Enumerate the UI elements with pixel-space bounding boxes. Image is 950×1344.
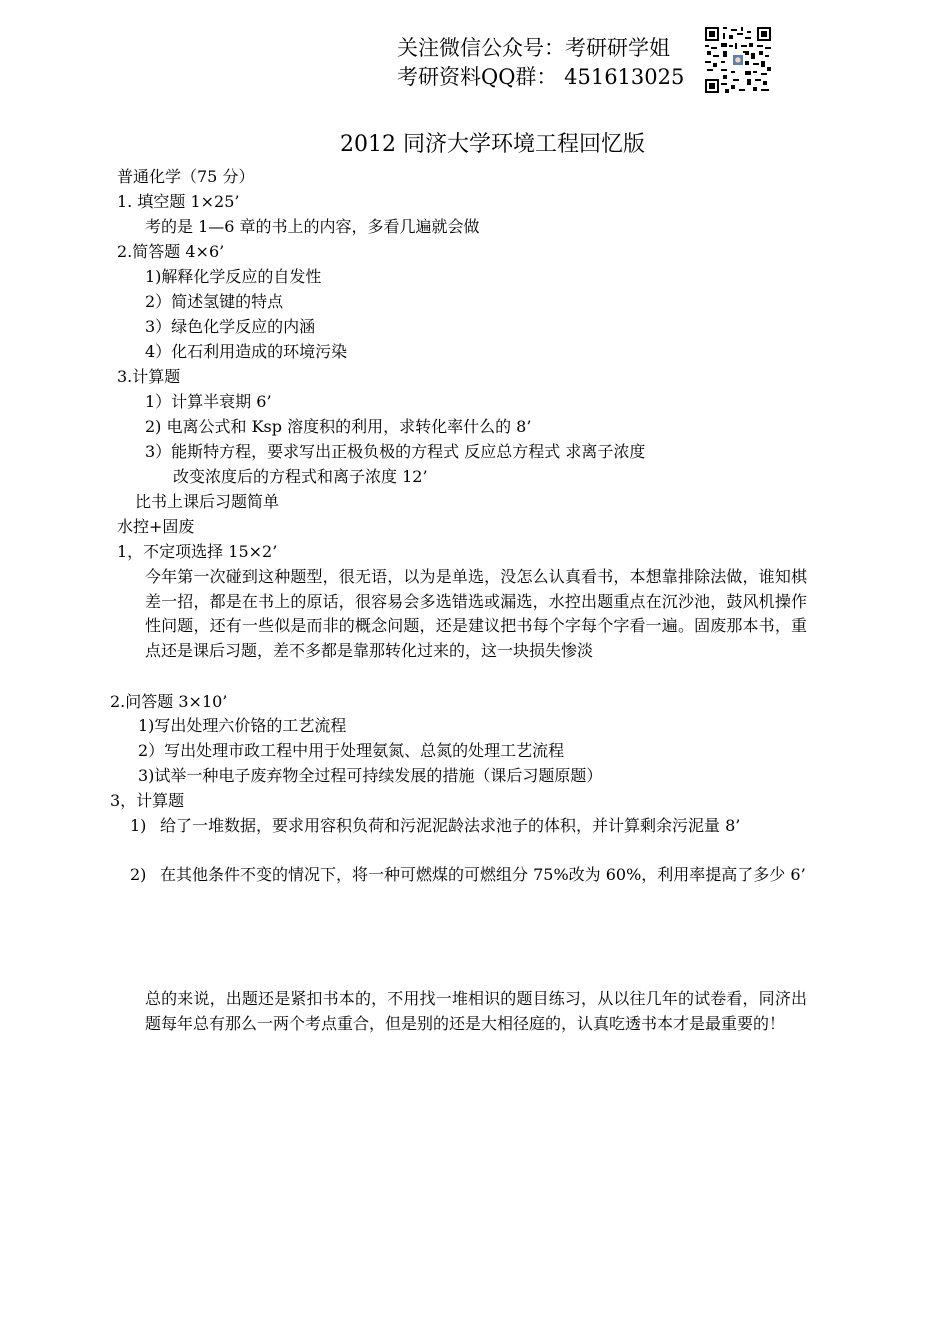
question-note: 考的是 1—6 章的书上的内容，多看几遍就会做	[145, 217, 480, 236]
list-item: 3）能斯特方程，要求写出正极负极的方程式 反应总方程式 求离子浓度	[145, 442, 646, 461]
list-item: 2) 电离公式和 Ksp 溶度积的利用，求转化率什么的 8’	[145, 417, 532, 436]
question-title: 2.问答题 3×10’	[110, 692, 228, 711]
section-heading: 普通化学（75 分）	[117, 167, 255, 186]
question-title: 2.简答题 4×6’	[117, 242, 225, 261]
list-item: 1）计算半衰期 6’	[145, 392, 272, 411]
list-item-number: 1)	[130, 816, 147, 835]
qq-group-line: 考研资料QQ群： 451613025	[397, 65, 685, 89]
qr-code	[705, 27, 771, 93]
wechat-account-line: 关注微信公众号：考研研学姐	[397, 36, 670, 60]
list-item: 在其他条件不变的情况下，将一种可燃煤的可燃组分 75%改为 60%，利用率提高了多少 6’	[160, 865, 806, 884]
question-title: 3.计算题	[117, 367, 181, 386]
question-title: 1. 填空题 1×25’	[117, 192, 240, 211]
summary-paragraph: 总的来说，出题还是紧扣书本的，不用找一堆相识的题目练习，从以往几年的试卷看，同济出题每年总有那么一两个考点重合，但是别的还是大相径庭的，认真吃透书本才是最重要的！	[145, 989, 807, 1033]
list-item: 给了一堆数据，要求用容积负荷和污泥泥龄法求池子的体积，并计算剩余污泥量 8’	[160, 816, 741, 835]
list-item: 4）化石利用造成的环境污染	[145, 342, 348, 361]
list-item-continued: 改变浓度后的方程式和离子浓度 12’	[173, 467, 428, 486]
list-item: 1)解释化学反应的自发性	[145, 267, 322, 286]
question-title: 1，不定项选择 15×2’	[117, 542, 278, 561]
list-item: 2）简述氢键的特点	[145, 292, 284, 311]
question-paragraph: 今年第一次碰到这种题型，很无语，以为是单选，没怎么认真看书，本想靠排除法做，谁知棋差一招，都是在书上的原话，很容易会多选错选或漏选，水控出题重点在沉沙池，鼓风机操作性问题，还有一些似是而非的概念问题，还是建议把书每个字每个字看一遍。固废那本书，重点还是课后习题，差不多都是靠那转化过来的，这一块损失惨淡	[145, 567, 807, 660]
list-item: 3)试举一种电子废弃物全过程可持续发展的措施（课后习题原题）	[138, 766, 603, 785]
list-item: 3）绿色化学反应的内涵	[145, 317, 316, 336]
list-item-number: 2)	[130, 865, 147, 884]
list-item: 1)写出处理六价铬的工艺流程	[138, 716, 347, 735]
question-title: 3，计算题	[110, 791, 185, 810]
page-title: 2012 同济大学环境工程回忆版	[340, 132, 645, 157]
section-heading: 水控+固废	[117, 517, 195, 536]
section-comment: 比书上课后习题简单	[135, 492, 280, 511]
list-item: 2）写出处理市政工程中用于处理氨氮、总氮的处理工艺流程	[138, 741, 565, 760]
